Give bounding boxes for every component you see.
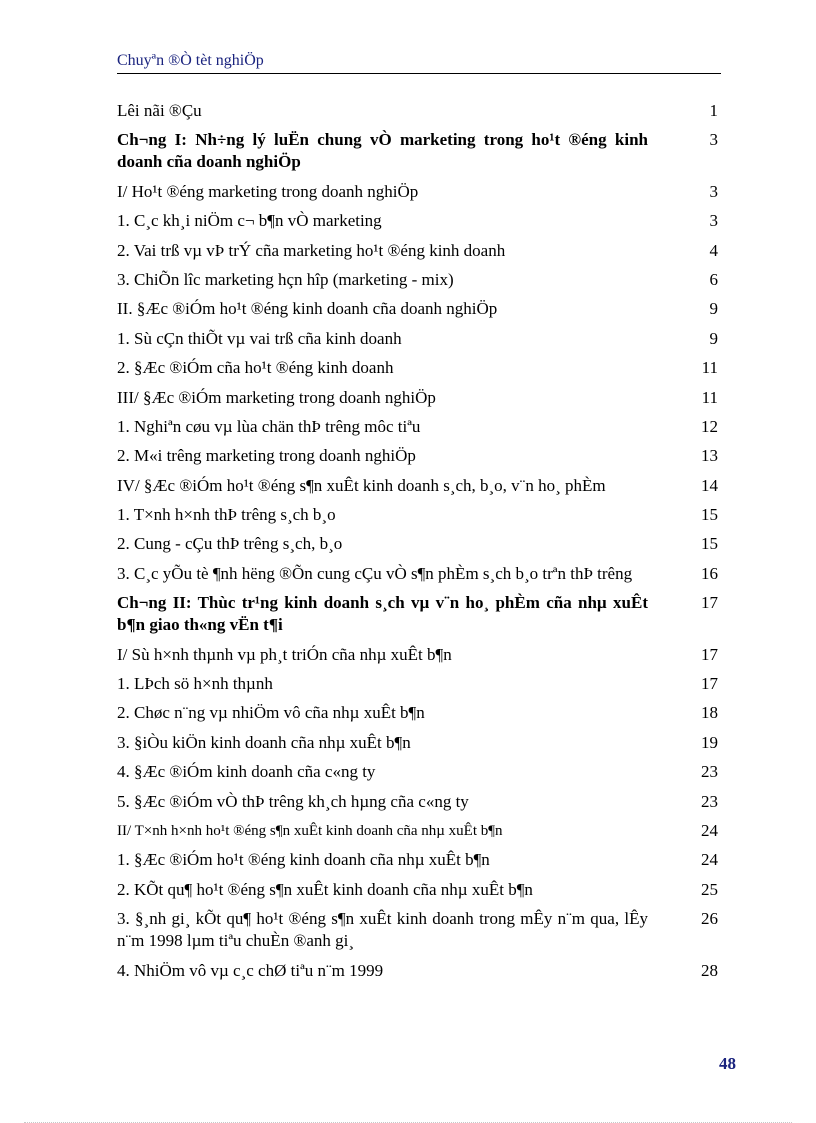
toc-entry-title: 4. NhiÖm vô vµ c¸c chØ tiªu n¨m 1999 — [117, 960, 384, 980]
toc-entry-page: 23 — [701, 762, 718, 782]
toc-entry-title: I/ Ho¹t ®éng marketing trong doanh nghiÖp — [117, 181, 419, 201]
toc-entry-title: I/ Sù h×nh thµnh vµ ph¸t triÓn cña nhµ xuÊt b¶n — [117, 644, 452, 664]
toc-entry-title: 1. T×nh h×nh thÞ trêng s¸ch b¸o — [117, 505, 336, 525]
toc-entry-title: 1. C¸c kh¸i niÖm c¬ b¶n vÒ marketing — [117, 211, 382, 231]
toc-entry — [117, 328, 718, 350]
toc-entry-title: IV/ §Æc ®iÓm ho¹t ®éng s¶n xuÊt kinh doanh s¸ch, b¸o, v¨n ho¸ phÈm — [117, 475, 606, 495]
toc-entry — [117, 533, 718, 555]
toc-entry-page: 11 — [701, 358, 718, 378]
toc-entry-title: 1. Sù cÇn thiÕt vµ vai trß cña kinh doanh — [117, 328, 402, 348]
toc-entry-title: 2. Vai trß vµ vÞ trÝ cña marketing ho¹t ®éng kinh doanh — [117, 240, 506, 260]
toc-entry — [117, 210, 718, 232]
toc-entry-title: III/ §Æc ®iÓm marketing trong doanh nghiÖp — [117, 387, 436, 407]
toc-entry-title: II. §Æc ®iÓm ho¹t ®éng kinh doanh cña doanh nghiÖp — [117, 299, 498, 319]
toc-entry — [117, 445, 718, 467]
toc-entry-page: 23 — [701, 791, 718, 811]
toc-entry — [117, 791, 718, 813]
toc-entry-title: 1. §Æc ®iÓm ho¹t ®éng kinh doanh cña nhµ xuÊt b¶n — [117, 850, 490, 870]
toc-entry-page: 12 — [701, 416, 718, 436]
toc-entry — [117, 504, 718, 526]
toc-entry — [117, 908, 718, 952]
toc-entry-page: 15 — [701, 505, 718, 525]
toc-entry-title: 3. §iÒu kiÖn kinh doanh cña nhµ xuÊt b¶n — [117, 732, 411, 752]
toc-entry-page: 11 — [701, 387, 718, 407]
toc-entry-page: 1 — [709, 101, 718, 120]
toc-entry-title: Lêi nãi ®Çu — [117, 101, 202, 120]
toc-entry — [117, 416, 718, 438]
toc-entry-page: 16 — [701, 563, 718, 583]
toc-entry — [117, 129, 718, 173]
toc-entry-page: 4 — [709, 240, 718, 260]
toc-entry — [117, 673, 718, 695]
toc-entry — [117, 849, 718, 871]
toc-entry-page: 6 — [709, 269, 718, 289]
toc-entry-title: 5. §Æc ®iÓm vÒ thÞ trêng kh¸ch hµng cña c«ng ty — [117, 791, 469, 811]
page-header — [117, 52, 721, 74]
toc-entry-title: Ch¬ng I: Nh÷ng lý luËn chung vÒ marketing trong ho¹t ®éng kinh doanh cña doanh nghiÖp — [117, 130, 648, 172]
toc-entry-page: 25 — [701, 879, 718, 899]
toc-entry-title: 3. C¸c yÕu tè ¶nh hëng ®Õn cung cÇu vÒ s¶n phÈm s¸ch b¸o trªn thÞ trêng — [117, 563, 633, 583]
toc-entry — [117, 100, 718, 122]
toc-entry — [117, 761, 718, 783]
table-of-contents — [117, 100, 718, 989]
toc-entry-title: 3. ChiÕn lîc marketing hçn hîp (marketing - mix) — [117, 269, 454, 289]
toc-entry-title: Ch¬ng II: Thùc tr¹ng kinh doanh s¸ch vµ v¨n ho¸ phÈm cña nhµ xuÊt b¶n giao th«ng vËn t¶i — [117, 593, 648, 635]
toc-entry — [117, 644, 718, 666]
toc-entry-title: 2. Chøc n¨ng vµ nhiÖm vô cña nhµ xuÊt b¶n — [117, 703, 425, 723]
header-title: Chuyªn ®Ò tèt nghiÖp — [117, 52, 264, 69]
toc-entry-title: 4. §Æc ®iÓm kinh doanh cña c«ng ty — [117, 762, 376, 782]
toc-entry — [117, 269, 718, 291]
toc-entry-page: 24 — [701, 850, 718, 870]
toc-entry-title: 1. Nghiªn cøu vµ lùa chän thÞ trêng môc tiªu — [117, 416, 421, 436]
toc-entry — [117, 563, 718, 585]
toc-entry-page: 3 — [709, 130, 718, 150]
toc-entry — [117, 357, 718, 379]
toc-entry-page: 17 — [701, 593, 718, 613]
toc-entry-page: 3 — [709, 181, 718, 201]
toc-entry-page: 19 — [701, 732, 718, 752]
toc-entry-page: 15 — [701, 534, 718, 554]
page-number: 48 — [719, 1054, 736, 1073]
toc-entry-title: 1. LÞch sö h×nh thµnh — [117, 674, 273, 694]
toc-entry — [117, 702, 718, 724]
toc-entry — [117, 732, 718, 754]
toc-entry-page: 17 — [701, 674, 718, 694]
toc-entry-title: 2. §Æc ®iÓm cña ho¹t ®éng kinh doanh — [117, 358, 394, 378]
toc-entry-page: 28 — [701, 960, 718, 980]
toc-entry — [117, 960, 718, 982]
toc-entry — [117, 592, 718, 636]
toc-entry-title: 3. §¸nh gi¸ kÕt qu¶ ho¹t ®éng s¶n xuÊt kinh doanh trong mÊy n¨m qua, lÊy n¨m 1998 lµm tiªu chuÈn ®anh gi¸ — [117, 909, 648, 951]
toc-entry — [117, 820, 718, 842]
toc-entry-page: 17 — [701, 644, 718, 664]
toc-entry-page: 26 — [701, 909, 718, 929]
toc-entry-page: 24 — [701, 820, 718, 840]
toc-entry — [117, 387, 718, 409]
toc-entry-title: 2. KÕt qu¶ ho¹t ®éng s¶n xuÊt kinh doanh cña nhµ xuÊt b¶n — [117, 879, 533, 899]
toc-entry-title: 2. Cung - cÇu thÞ trêng s¸ch, b¸o — [117, 534, 343, 554]
toc-entry-page: 9 — [709, 299, 718, 319]
toc-entry-title: II/ T×nh h×nh ho¹t ®éng s¶n xuÊt kinh doanh cña nhµ xuÊt b¶n — [117, 822, 503, 839]
toc-entry — [117, 298, 718, 320]
toc-entry — [117, 475, 718, 497]
toc-entry-page: 14 — [701, 475, 718, 495]
toc-entry — [117, 181, 718, 203]
toc-entry-page: 9 — [709, 328, 718, 348]
toc-entry-title: 2. M«i trêng marketing trong doanh nghiÖp — [117, 446, 416, 466]
toc-entry — [117, 879, 718, 901]
toc-entry-page: 13 — [701, 446, 718, 466]
toc-entry-page: 18 — [701, 703, 718, 723]
toc-entry — [117, 240, 718, 262]
toc-entry-page: 3 — [709, 211, 718, 231]
